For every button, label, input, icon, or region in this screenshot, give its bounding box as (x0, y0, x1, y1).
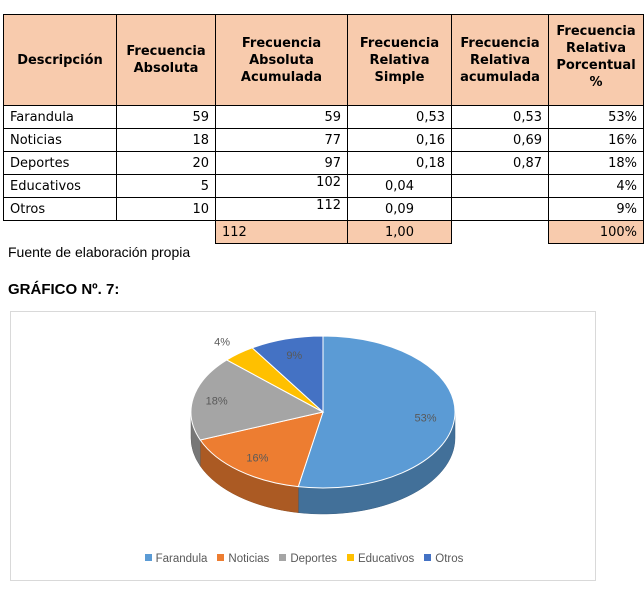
legend-label: Deportes (290, 553, 337, 565)
cell-descripcion: Deportes (4, 152, 117, 175)
total-percent: 100% (549, 221, 644, 244)
data-label-deportes: 18% (205, 395, 228, 408)
legend-swatch (424, 554, 431, 561)
cell-descripcion: Noticias (4, 129, 117, 152)
figure-title: GRÁFICO Nº. 7: (8, 281, 120, 298)
cell-relativa-acumulada: 0,53 (452, 106, 549, 129)
cell-frecuencia-acumulada: 97 (216, 152, 348, 175)
empty-cell (452, 221, 549, 244)
header-frecuencia-relativa-simple: Frecuencia Relativa Simple (348, 15, 452, 106)
pie-chart (10, 311, 596, 581)
cell-relativa-acumulada: 0,87 (452, 152, 549, 175)
cell-porcentual: 53% (549, 106, 644, 129)
cell-frecuencia-absoluta: 10 (117, 198, 216, 221)
cell-descripcion: Farandula (4, 106, 117, 129)
header-frecuencia-relativa-acumulada: Frecuencia Relativa acumulada (452, 15, 549, 106)
cell-relativa-acumulada (452, 198, 549, 221)
legend-item-deportes (279, 553, 337, 565)
table-row (4, 175, 644, 198)
cell-frecuencia-absoluta: 5 (117, 175, 216, 198)
cell-frecuencia-acumulada: 102 (216, 175, 348, 198)
legend-label: Farandula (155, 553, 208, 565)
data-label-farandula: 53% (414, 412, 437, 425)
cell-descripcion: Educativos (4, 175, 117, 198)
empty-cell (4, 221, 117, 244)
data-label-otros: 9% (286, 350, 303, 363)
cell-frecuencia-acumulada: 59 (216, 106, 348, 129)
chart-legend (11, 553, 597, 565)
empty-cell (117, 221, 216, 244)
cell-frecuencia-acumulada: 77 (216, 129, 348, 152)
legend-item-educativos (347, 553, 414, 565)
cell-relativa-simple: 0,09 (348, 198, 452, 221)
header-descripcion: Descripción (4, 15, 117, 106)
header-frecuencia-absoluta: Frecuencia Absoluta (117, 15, 216, 106)
cell-descripcion: Otros (4, 198, 117, 221)
source-note: Fuente de elaboración propia (8, 244, 191, 260)
legend-swatch (145, 554, 152, 561)
legend-item-otros (424, 553, 463, 565)
cell-frecuencia-absoluta: 20 (117, 152, 216, 175)
table-row (4, 152, 644, 175)
legend-label: Otros (435, 553, 464, 565)
legend-item-noticias (217, 553, 269, 565)
header-frecuencia-absoluta-acumulada: Frecuencia Absoluta Acumulada (216, 15, 348, 106)
table-row (4, 129, 644, 152)
legend-label: Noticias (228, 553, 270, 565)
legend-swatch (217, 554, 224, 561)
cell-porcentual: 4% (549, 175, 644, 198)
cell-relativa-simple: 0,04 (348, 175, 452, 198)
legend-swatch (347, 554, 354, 561)
total-absolute: 112 (216, 221, 348, 244)
cell-porcentual: 18% (549, 152, 644, 175)
cell-porcentual: 9% (549, 198, 644, 221)
cell-frecuencia-absoluta: 18 (117, 129, 216, 152)
legend-swatch (279, 554, 286, 561)
cell-frecuencia-absoluta: 59 (117, 106, 216, 129)
cell-relativa-simple: 0,53 (348, 106, 452, 129)
cell-relativa-simple: 0,18 (348, 152, 452, 175)
cell-relativa-acumulada (452, 175, 549, 198)
header-frecuencia-relativa-porcentual: Frecuencia Relativa Porcentual % (549, 15, 644, 106)
table-row (4, 106, 644, 129)
cell-relativa-simple: 0,16 (348, 129, 452, 152)
total-relative: 1,00 (348, 221, 452, 244)
table-row (4, 198, 644, 221)
totals-row (4, 221, 644, 244)
cell-relativa-acumulada: 0,69 (452, 129, 549, 152)
pie-chart-svg (11, 312, 597, 552)
data-label-noticias: 16% (246, 452, 269, 465)
legend-label: Educativos (357, 553, 415, 565)
cell-porcentual: 16% (549, 129, 644, 152)
frequency-table (3, 14, 644, 244)
cell-frecuencia-acumulada: 112 (216, 198, 348, 221)
data-label-educativos: 4% (214, 336, 230, 349)
legend-item-farandula (145, 553, 208, 565)
